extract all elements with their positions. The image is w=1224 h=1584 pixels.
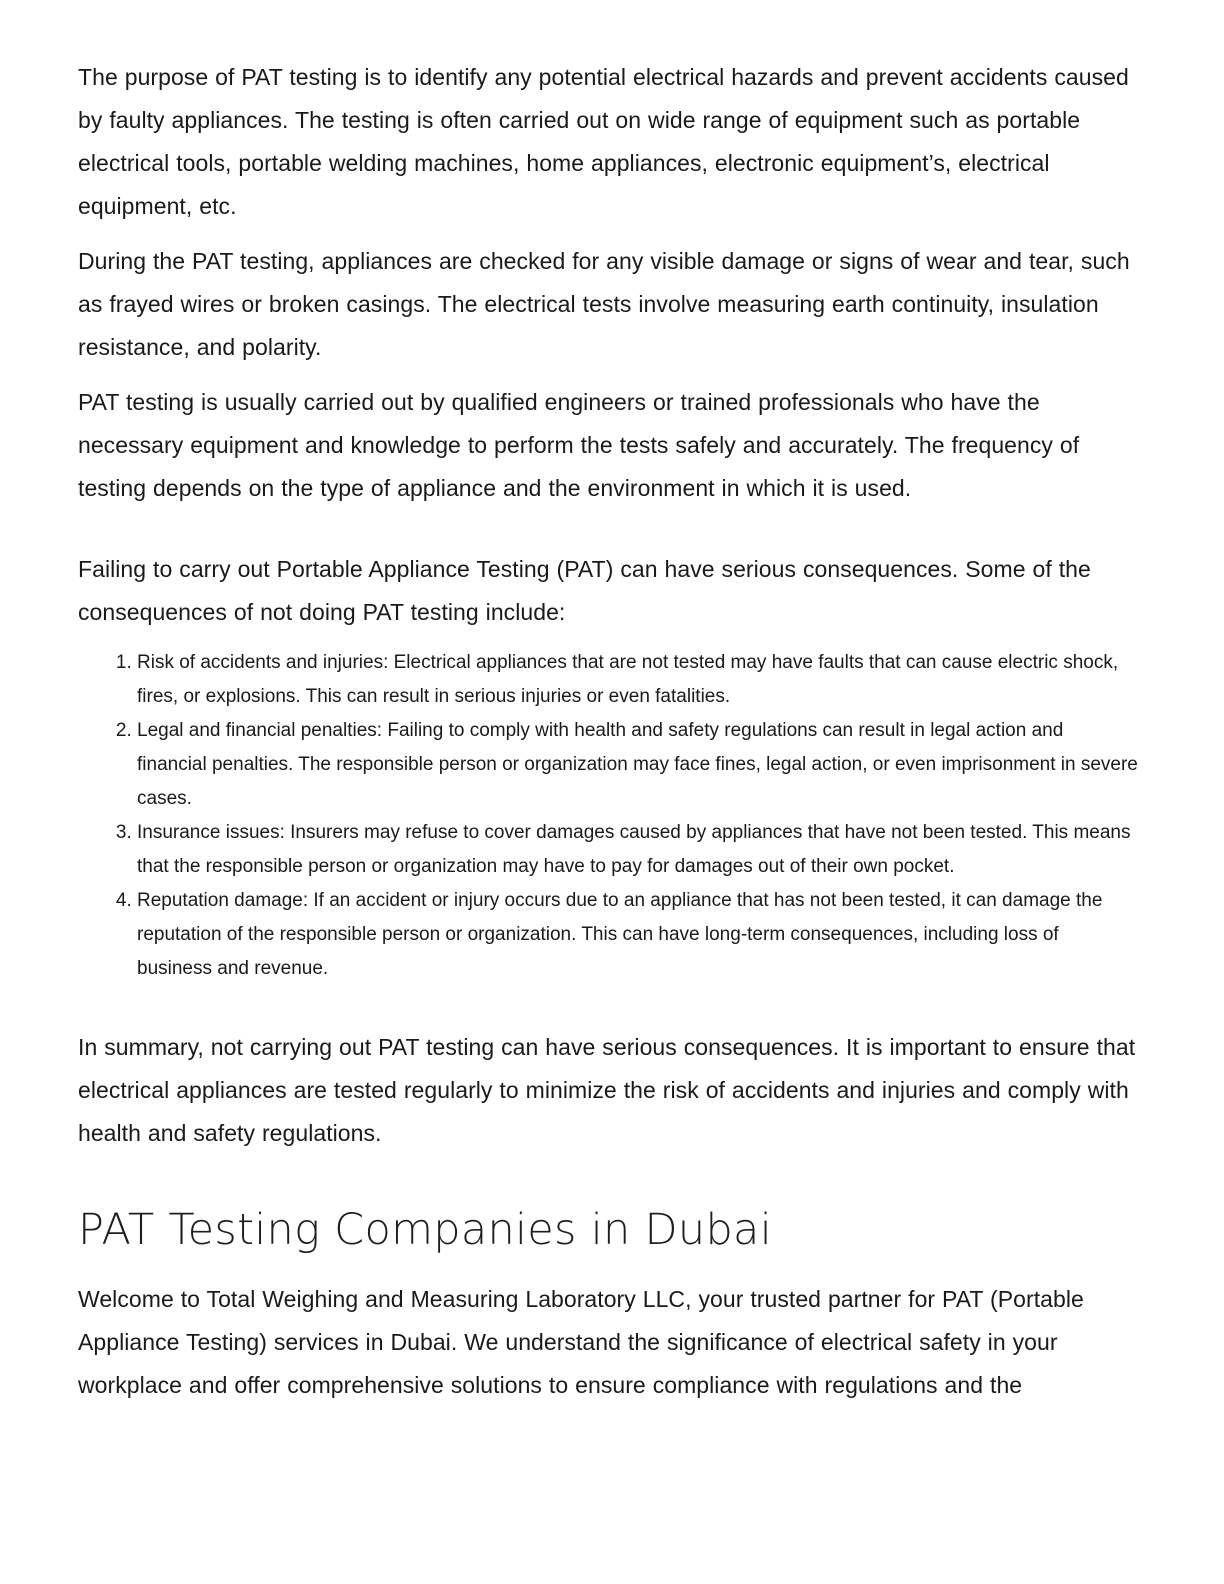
paragraph-pat-inspection: During the PAT testing, appliances are checked for any visible damage or signs of wear and tear, such as frayed wires or broken casings. The electrical tests involve measuring earth continuity, insulation resistance, and polarity. [78, 248, 1130, 360]
consequences-list [78, 646, 1138, 986]
list-item: 3. Insurance issues: Insurers may refuse to cover damages caused by appliances that have not been tested. This means that the responsible person or organization may have to pay for damages out of their own pocket. [137, 816, 1138, 884]
list-item: 4. Reputation damage: If an accident or injury occurs due to an appliance that has not been tested, it can damage the reputation of the responsible person or organization. This can have long-term consequences, including loss of business and revenue. [137, 884, 1138, 986]
document-page [78, 56, 1138, 1419]
paragraph-consequences-intro: Failing to carry out Portable Appliance Testing (PAT) can have serious consequences. Some of the consequences of not doing PAT testing include: [78, 556, 1091, 625]
paragraph-company-intro: Welcome to Total Weighing and Measuring Laboratory LLC, your trusted partner for PAT (Portable Appliance Testing) services in Dubai. We understand the significance of electrical safety in your workplace and offer comprehensive solutions to ensure compliance with regulations and the [78, 1286, 1084, 1398]
paragraph-pat-purpose: The purpose of PAT testing is to identify any potential electrical hazards and prevent accidents caused by faulty appliances. The testing is often carried out on wide range of equipment such as portable electrical tools, portable welding machines, home appliances, electronic equipment’s, electrical equipment, etc. [78, 64, 1129, 219]
list-item: 1. Risk of accidents and injuries: Electrical appliances that are not tested may have faults that can cause electric shock, fires, or explosions. This can result in serious injuries or even fatalities. [137, 646, 1138, 714]
list-item: 2. Legal and financial penalties: Failing to comply with health and safety regulations can result in legal action and financial penalties. The responsible person or organization may face fines, legal action, or even imprisonment in severe cases. [137, 714, 1138, 816]
paragraph-pat-who-performs: PAT testing is usually carried out by qualified engineers or trained professionals who have the necessary equipment and knowledge to perform the tests safely and accurately. The frequency of testing depends on the type of appliance and the environment in which it is used. [78, 389, 1080, 501]
section-heading: PAT Testing Companies in Dubai [78, 1205, 772, 1255]
paragraph-summary: In summary, not carrying out PAT testing can have serious consequences. It is important to ensure that electrical appliances are tested regularly to minimize the risk of accidents and injuries and comply with health and safety regulations. [78, 1034, 1136, 1146]
